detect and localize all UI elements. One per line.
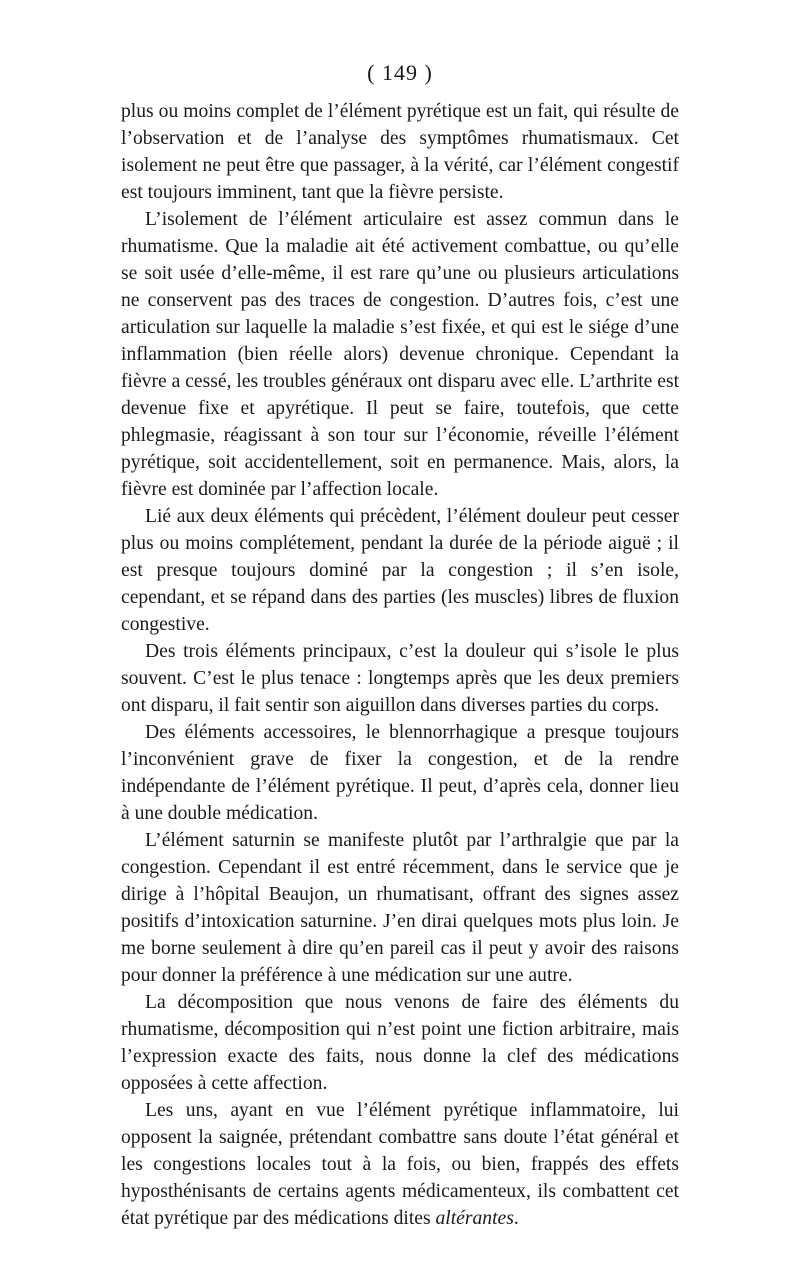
paragraph-4: Des trois éléments principaux, c’est la douleur qui s’isole le plus souvent. C’est le plus tenace : longtemps après que les deux premiers ont disparu, il fait sentir son aiguillon dans diverses parties du corps. — [121, 641, 679, 716]
paragraph-3: Lié aux deux éléments qui précèdent, l’élément douleur peut cesser plus ou moins complétement, pendant la durée de la période aiguë ; il est presque toujours dominé par la congestion ; il s’en isole, cependant, et se répand dans des parties (les muscles) libres de fluxion congestive. — [121, 506, 679, 635]
page-number: ( 149 ) — [367, 60, 433, 85]
paragraph-8-end: . — [513, 1208, 519, 1229]
paragraph-8-text: Les uns, ayant en vue l’élément pyrétique inflammatoire, lui opposent la saignée, prétendant combattre sans doute l’état général et les congestions locales tout à la fois, ou bien, frappés des effets hyposthénisants de certains agents médicamenteux, ils combattent cet état pyrétique par des médications dites — [121, 1100, 679, 1229]
paragraph-7: La décomposition que nous venons de faire des éléments du rhumatisme, décomposition qui n’est point une fiction arbitraire, mais l’expression exacte des faits, nous donne la clef des médications opposées à cette affection. — [121, 992, 679, 1094]
book-page — [121, 60, 679, 1232]
paragraph-1: plus ou moins complet de l’élément pyrétique est un fait, qui résulte de l’observation et de l’analyse des symptômes rhumatismaux. Cet isolement ne peut être que passager, à la vérité, car l’élément congestif est toujours imminent, tant que la fièvre persiste. — [121, 101, 679, 203]
paragraph-6: L’élément saturnin se manifeste plutôt par l’arthralgie que par la congestion. Cependant il est entré récemment, dans le service que je dirige à l’hôpital Beaujon, un rhumatisant, offrant des signes assez positifs d’intoxication saturnine. J’en dirai quelques mots plus loin. Je me borne seulement à dire qu’en pareil cas il peut y avoir des raisons pour donner la préférence à une médication sur une autre. — [121, 830, 679, 986]
paragraph-8-emphasis: altérantes — [435, 1208, 514, 1229]
paragraph-2: L’isolement de l’élément articulaire est assez commun dans le rhumatisme. Que la maladie ait été activement combattue, ou qu’elle se soit usée d’elle-même, il est rare qu’une ou plusieurs articulations ne conservent pas des traces de congestion. D’autres fois, c’est une articulation sur laquelle la maladie s’est fixée, et qui est le siége d’une inflammation (bien réelle alors) devenue chronique. Cependant la fièvre a cessé, les troubles généraux ont disparu avec elle. L’arthrite est devenue fixe et apyrétique. Il peut se faire, toutefois, que cette phlegmasie, réagissant à son tour sur l’économie, réveille l’élément pyrétique, soit accidentellement, soit en permanence. Mais, alors, la fièvre est dominée par l’affection locale. — [121, 209, 680, 500]
paragraph-8 — [121, 1097, 679, 1232]
paragraph-5: Des éléments accessoires, le blennorrhagique a presque toujours l’inconvénient grave de fixer la congestion, et de la rendre indépendante de l’élément pyrétique. Il peut, d’après cela, donner lieu à une double médication. — [121, 722, 679, 824]
